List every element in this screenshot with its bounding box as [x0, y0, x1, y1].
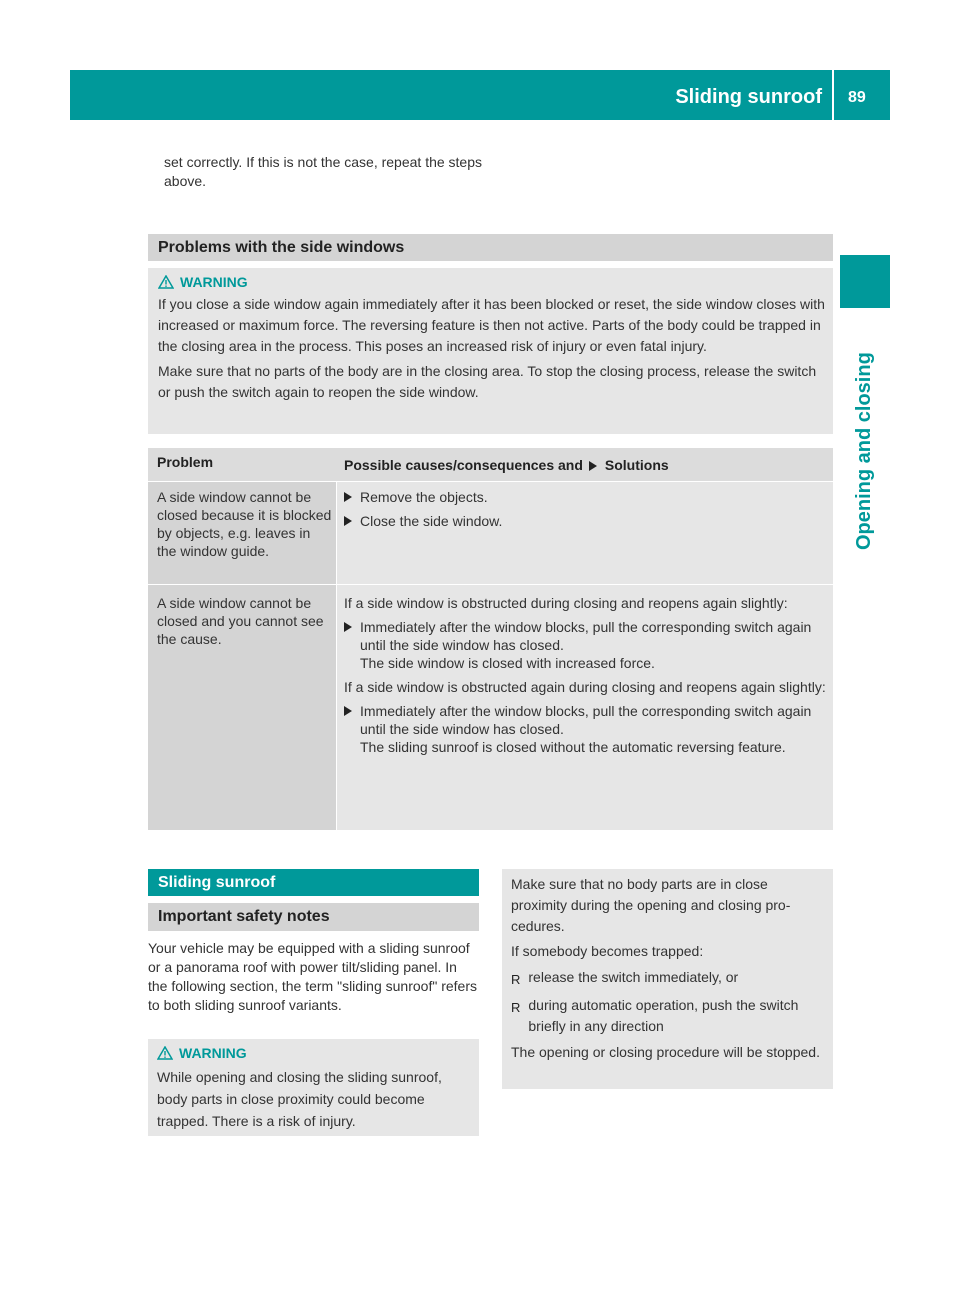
warning-box-side-windows — [148, 268, 833, 434]
bullet-r-icon: R — [511, 1000, 521, 1015]
table-header-problem: Problem — [157, 454, 214, 470]
side-tab-marker — [840, 255, 890, 308]
step-block — [360, 618, 828, 672]
warning-triangle-icon — [157, 1046, 173, 1060]
arrow-right-icon — [344, 706, 352, 716]
notes-paragraph: Make sure that no body parts are in close proximity during the opening and closing procedures. — [511, 876, 791, 934]
warning-triangle-icon — [158, 275, 174, 289]
list-item — [511, 967, 825, 990]
table-header-causes — [344, 456, 669, 475]
warning-label: WARNING — [180, 274, 248, 290]
step-text: Remove the objects. — [360, 489, 488, 505]
section-title-side-windows: Problems with the side windows — [148, 234, 833, 261]
table-header-solutions-text: Solutions — [604, 457, 669, 473]
table-row-1-steps — [344, 488, 824, 531]
sunroof-notes-box — [502, 869, 833, 1089]
step-result-text: The side window is closed with increased force. — [360, 655, 655, 671]
list-item — [344, 702, 828, 756]
row-paragraph: If a side window is obstructed again during closing and reopens again slightly: — [344, 679, 826, 695]
table-row-1-problem: A side window cannot be closed because it is blocked by objects, e.g. leaves in the window guide. — [157, 489, 332, 559]
intro-text: set correctly. If this is not the case, repeat the steps above. — [164, 154, 483, 189]
warning-paragraph: While opening and closing the sliding sunroof, body parts in close proximity could become trapped. There is a risk of injury. — [157, 1069, 442, 1129]
warning-paragraph: Make sure that no parts of the body are in the closing area. To stop the closing process, release the switch or push the switch again to reopen the side window. — [158, 363, 817, 400]
sunroof-intro-text: Your vehicle may be equipped with a sliding sunroof or a panorama roof with power tilt/sliding panel. In the following section, the term "sliding sunroof" refers to both sliding sunroof variants. — [148, 940, 477, 1013]
page-number: 89 — [848, 89, 866, 106]
header-title: Sliding sunroof — [675, 86, 822, 108]
warning-box-sunroof — [148, 1039, 479, 1136]
warning-header — [158, 274, 825, 290]
table-row-2-solutions — [344, 594, 828, 756]
header-separator — [832, 70, 834, 120]
step-result-text: The sliding sunroof is closed without the automatic reversing feature. — [360, 739, 786, 755]
arrow-right-icon — [344, 516, 352, 526]
notes-paragraph: If somebody becomes trapped: — [511, 943, 704, 959]
list-item — [344, 488, 824, 507]
bullet-text: during automatic operation, push the switch briefly in any direction — [528, 997, 799, 1034]
arrow-right-icon — [589, 461, 597, 471]
bullet-text: release the switch immediately, or — [528, 969, 739, 985]
list-item — [511, 995, 825, 1037]
warning-paragraph: If you close a side window again immediately after it has been blocked or reset, the side window closes with increased or maximum force. The reversing feature is then not active. Parts of the body could be trapped in the closing area in the process. This poses an increased risk of injury or even fatal injury. — [158, 296, 825, 354]
bullet-r-icon: R — [511, 972, 521, 987]
step-text: Immediately after the window blocks, pull the corresponding switch again until the side window has closed. — [360, 703, 812, 737]
table-row-2-problem: A side window cannot be closed and you cannot see the cause. — [157, 595, 324, 647]
notes-paragraph: The opening or closing procedure will be stopped. — [511, 1044, 820, 1060]
step-block — [360, 702, 828, 756]
list-item — [344, 512, 824, 531]
arrow-right-icon — [344, 492, 352, 502]
step-text: Close the side window. — [360, 513, 503, 529]
table-header-causes-text: Possible causes/consequences and — [344, 457, 583, 473]
list-item — [344, 618, 828, 672]
warning-header — [157, 1045, 471, 1061]
step-text: Immediately after the window blocks, pull the corresponding switch again until the side window has closed. — [360, 619, 812, 653]
side-tab-label: Opening and closing — [853, 352, 875, 550]
arrow-right-icon — [344, 622, 352, 632]
warning-label: WARNING — [179, 1045, 247, 1061]
subsection-title-safety-notes: Important safety notes — [148, 903, 479, 931]
row-paragraph: If a side window is obstructed during closing and reopens again slightly: — [344, 595, 788, 611]
section-title-sliding-sunroof: Sliding sunroof — [148, 869, 479, 896]
